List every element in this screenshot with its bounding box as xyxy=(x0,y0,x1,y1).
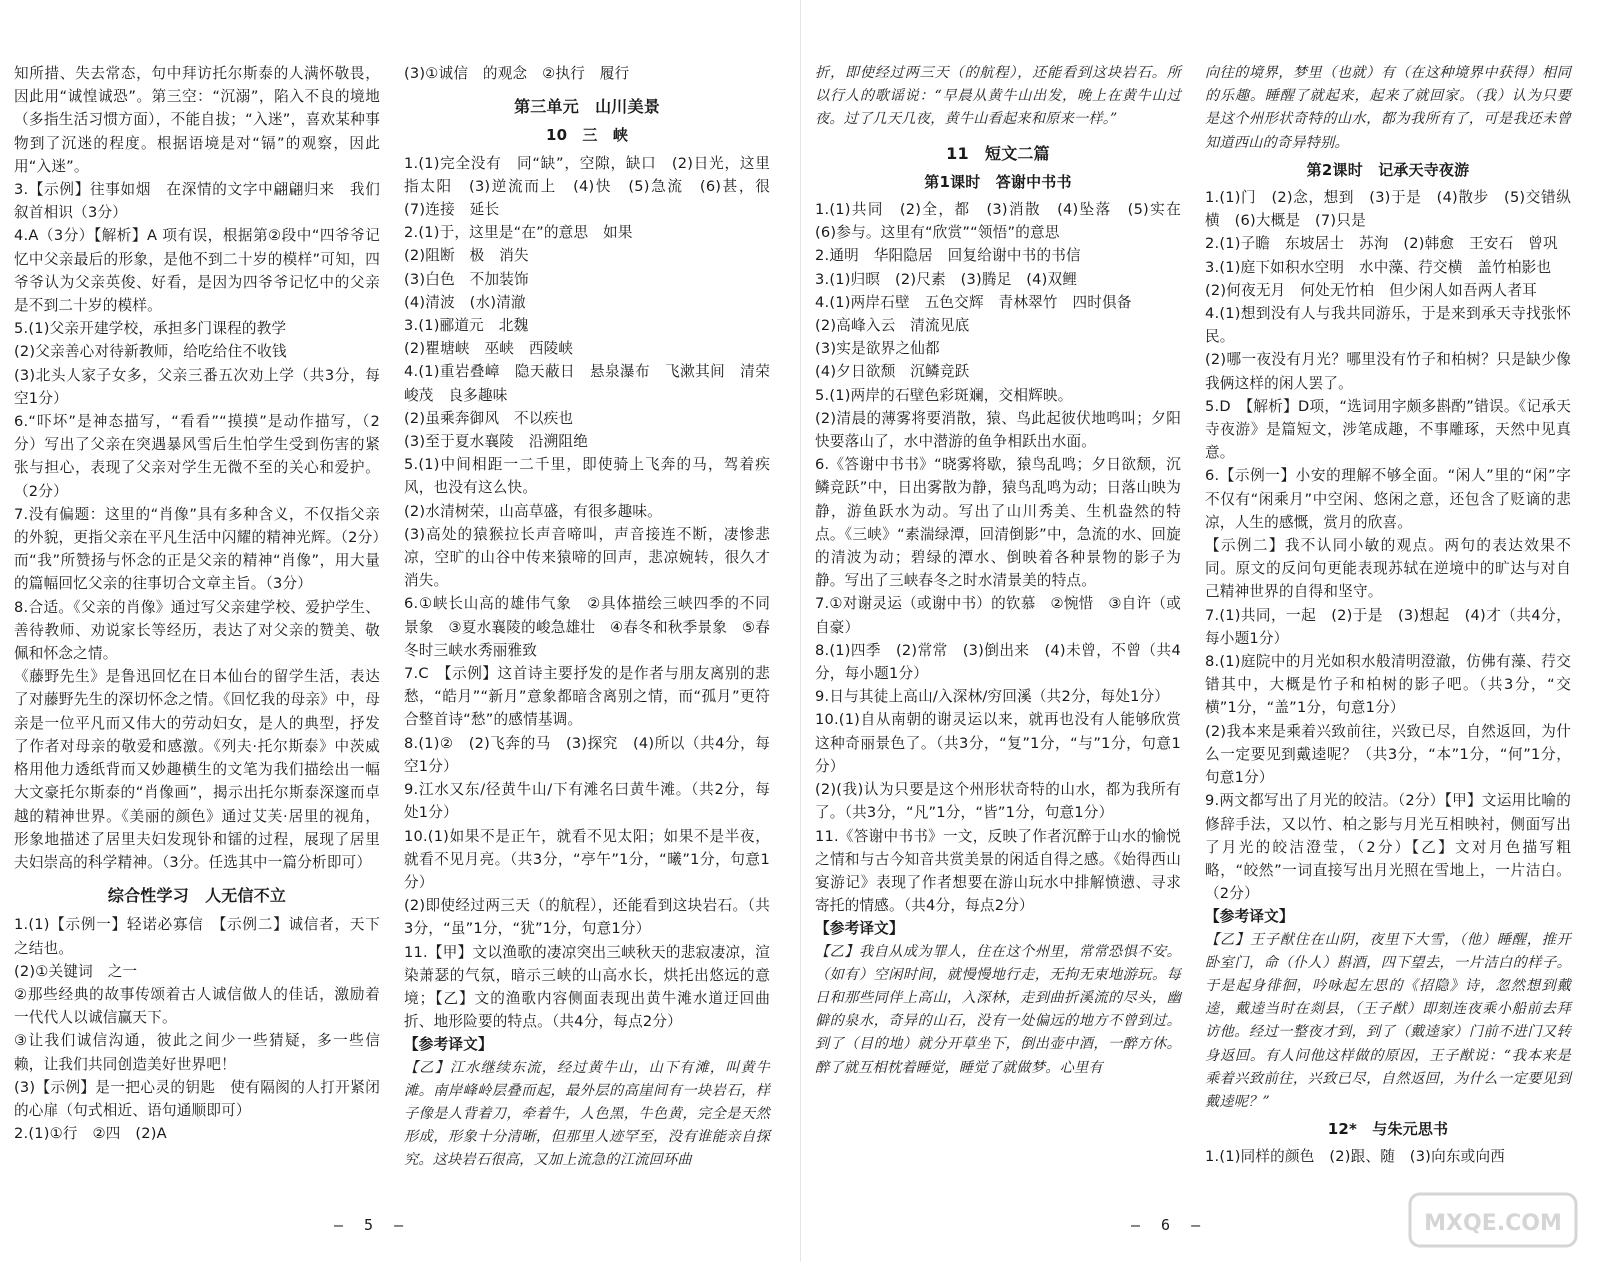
answer-line: (2)清晨的薄雾将要消散，猿、鸟此起彼伏地鸣叫；夕阳快要落山了，水中潜游的鱼争相跃出水面。 xyxy=(815,409,1181,451)
answer-line: 5.D 【解析】D项，“选词用字颇多斟酌”错误。《记承天寺夜游》是篇短文，涉笔成趣，不事雕琢，天然中见真意。 xyxy=(1205,397,1571,462)
translation-text: 向往的境界，梦里（也就）有（在这种境界中获得）相同的乐趣。睡醒了就起来，起来了就回家。（我）认为只要是这个州形状奇特的山水，都为我所有了，可是我还未曾知道西山的奇异特别。 xyxy=(1205,65,1571,151)
answer-line: 11.《答谢中书书》一文，反映了作者沉醉于山水的愉悦之情和与古今知音共赏美景的闲适自得之感。《始得西山宴游记》表现了作者想要在游山玩水中排解愤懑、寻求寄托的情感。（共4分，每点2分） xyxy=(815,827,1181,915)
answer-line: 9.日与其徒上高山/入深林/穷回溪（共2分，每处1分） xyxy=(815,688,1170,706)
page-left xyxy=(0,0,800,1262)
answer-line: ③让我们诚信沟通，彼此之间少一些猜疑，多一些信赖，让我们共同创造美好世界吧！ xyxy=(14,1032,380,1073)
page-number: – 5 – xyxy=(334,1216,410,1234)
answer-line: (3)高处的猿猴拉长声音啼叫，声音接连不断，凄惨悲凉，空旷的山谷中传来猿啼的回声，悲凉婉转，很久才消失。 xyxy=(404,525,770,590)
answer-line: (2)即使经过两三天（的航程），还能看到这块岩石。（共3分，“虽”1分，“犹”1分，句意1分） xyxy=(404,897,770,938)
answer-line: (3)北头人家子女多，父亲三番五次劝上学（共3分，每空1分） xyxy=(14,366,380,407)
answer-line: 5.(1)父亲开建学校，承担多门课程的教学 xyxy=(14,320,287,338)
lesson-heading: 第2课时 记承天寺夜游 xyxy=(1306,160,1470,179)
answer-line: 1.(1)共同 (2)全，都 (3)消散 (4)坠落 (5)实在 (6)参与。这里有“欣赏”“领悟”的意思 xyxy=(815,201,1196,242)
page-right-column-1 xyxy=(815,62,1196,1192)
answer-line: 6.①峡长山高的雄伟气象 ②具体描绘三峡四季的不同景象 ③夏水襄陵的峻急雄壮 ④春冬和秋季景象 ⑤春冬时三峡水秀丽雅致 xyxy=(404,595,770,659)
answer-line: (2)哪一夜没有月光？哪里没有竹子和柏树？只是缺少像我俩这样的闲人罢了。 xyxy=(1205,351,1571,392)
answer-line: 3.(1)归暝 (2)尺素 (3)腾足 (4)双鲤 xyxy=(815,270,1078,288)
page-right xyxy=(800,0,1601,1262)
answer-line: 7.(1)共同，一起 (2)于是 (3)想起 (4)才（共4分，每小题1分） xyxy=(1205,606,1571,647)
answer-line: 4.(1)重岩叠嶂 隐天蔽日 悬泉瀑布 飞漱其间 清荣峻茂 良多趣味 xyxy=(404,363,770,404)
answer-line: (2)我本来是乘着兴致前往，兴致已尽，自然返回，为什么一定要见到戴逵呢？（共3分，“本”1分，“何”1分，句意1分） xyxy=(1205,722,1571,787)
answer-line: 6.“吓坏”是神态描写，“看看”“摸摸”是动作描写，（2分）写出了父亲在突遇暴风雪后生怕学生受到伤害的紧张与担心，表现了父亲对学生无微不至的关心和爱护。（2分） xyxy=(14,413,380,500)
answer-line: 5.(1)两岸的石壁色彩斑斓，交相辉映。 xyxy=(815,386,1073,404)
answer-line: 9.两文都写出了月光的皎洁。（2分）【甲】文运用比喻的修辞手法，又以竹、柏之影与月光互相映衬，侧面写出了月光的皎洁澄莹，（2分）【乙】文对月色描写粗略，“皎然”一词直接写出月光照在雪地上，一片洁白。（2分） xyxy=(1205,792,1571,903)
page-right-column-2 xyxy=(1205,62,1571,1192)
answer-line: (2)父亲善心对待新教师，给吃给住不收钱 xyxy=(14,343,287,361)
answer-line: (2)①关键词 之一 xyxy=(14,962,138,980)
answer-line: 知所措、失去常态，句中拜访托尔斯泰的人满怀敬畏，因此用“诚惶诚恐”。第三空：“沉溺”，陷入不良的境地（多指生活习惯方面），不能自拔；“入迷”，喜欢某种事物到了沉迷的程度。根据语境是对“镉”的观察，因此用“入迷”。 xyxy=(14,65,380,175)
answer-line: 2.通明 华阳隐居 回复给谢中书的书信 xyxy=(815,247,1081,265)
answer-line: 11.【甲】文以渔歌的凄凉突出三峡秋天的悲寂凄凉，渲染萧瑟的气氛，暗示三峡的山高水长，烘托出悠远的意境；【乙】文的渔歌内容侧面表现出黄牛滩水道迂回曲折、地形险要的特点。（共4分，每点2分） xyxy=(404,943,770,1031)
section-heading: 综合性学习 人无信不立 xyxy=(107,886,287,906)
answer-line: 1.(1)【示例一】轻诺必寡信 【示例二】诚信者，天下之结也。 xyxy=(14,916,380,957)
translation-text: 【乙】我自从成为罪人，住在这个州里，常常恐惧不安。（如有）空闲时间，就慢慢地行走，无拘无束地游玩。每日和那些同伴上高山，入深林，走到曲折溪流的尽头，幽僻的泉水，奇异的山石，没有一处偏远的地方不曾到过。到了（目的地）就分开草坐下，倒出壶中酒，一醉方休。醉了就互相枕着睡觉，睡觉了就做梦。心里有 xyxy=(815,943,1181,1076)
watermark-logo xyxy=(1408,1190,1578,1250)
answer-line: 3.(1)郦道元 北魏 xyxy=(404,317,529,335)
answer-line: (3)【示例】是一把心灵的钥匙 使有隔阂的人打开紧闭的心扉（句式相近、语句通顺即可） xyxy=(14,1078,380,1119)
answer-line: 7.①对谢灵运（或谢中书）的钦慕 ②惋惜 ③自许（或自豪） xyxy=(815,595,1181,636)
answer-line: (2)水清树荣，山高草盛，有很多趣味。 xyxy=(404,502,662,520)
translation-text: 折，即使经过两三天（的航程），还能看到这块岩石。所以行人的歌谣说：“早晨从黄牛山出发，晚上在黄牛山过夜。过了几天几夜，黄牛山看起来和原来一样。” xyxy=(815,65,1181,128)
answer-line: (4)清波 (水)清澈 xyxy=(404,293,526,311)
answer-line: 8.(1)庭院中的月光如积水般清明澄澈，仿佛有藻、荇交错其中，大概是竹子和柏树的影子吧。（共3分，“交横”1分，“盖”1分，句意1分） xyxy=(1205,653,1571,717)
reference-translation-label: 【参考译文】 xyxy=(404,1036,493,1054)
answer-line: 3.(1)庭下如积水空明 水中藻、荇交横 盖竹柏影也 xyxy=(1205,258,1552,276)
answer-line: 9.江水又东/径黄牛山/下有滩名曰黄牛滩。（共2分，每处1分） xyxy=(404,781,770,822)
translation-text: 【乙】江水继续东流，经过黄牛山，山下有滩，叫黄牛滩。南岸峰岭层叠而起，最外层的高崖间有一块岩石，样子像是人背着刀，牵着牛，人色黑，牛色黄，完全是天然形成，形象十分清晰，但那里人迹罕至，没有谁能亲自探究。这块岩石很高，又加上流急的江流回环曲 xyxy=(404,1059,770,1169)
translation-text: 【乙】王子猷住在山阴，夜里下大雪，（他）睡醒，推开卧室门，命（仆人）斟酒，四下望去，一片洁白的样子。于是起身徘徊，吟咏起左思的《招隐》诗，忽然想到戴逵，戴逵当时在剡县，（王子猷）即刻连夜乘小船前去拜访他。经过一整夜才到，到了（戴逵家）门前不进门又转身返回。有人问他这样做的原因，王子猷说：“我本来是乘着兴致前往，兴致已尽，自然返回，为什么一定要见到戴逵呢？” xyxy=(1205,931,1571,1110)
answer-line: 6.《答谢中书书》“晓雾将歇，猿鸟乱鸣；夕日欲颓，沉鳞竞跃”中，日出雾散为静，猿鸟乱鸣为动；日落山映为静，游鱼跃水为动。写出了山川秀美、生机盎然的特点。《三峡》“素湍绿潭，回清倒影”中，急流的水、回旋的清波为动；碧绿的潭水、倒映着各种景物的影子为静。写出了三峡春冬之时水清景美的特点。 xyxy=(815,456,1181,590)
answer-line: 3.【示例】往事如烟 在深情的文字中翩翩归来 我们叙首相识（3分） xyxy=(14,181,380,222)
answer-line: 1.(1)同样的颜色 (2)跟、随 (3)向东或向西 xyxy=(1205,1148,1506,1166)
answer-line: 8.(1)四季 (2)常常 (3)倒出来 (4)未曾，不曾（共4分，每小题1分） xyxy=(815,641,1181,683)
answer-line: (3)①诚信 的观念 ②执行 履行 xyxy=(404,65,630,82)
answer-line: (4)夕日欲颓 沉鳞竞跃 xyxy=(815,363,970,381)
answer-line: 8.(1)② (2)飞奔的马 (3)探究 (4)所以（共4分，每空1分） xyxy=(404,734,770,775)
answer-line: (2)瞿塘峡 巫峡 西陵峡 xyxy=(404,340,574,358)
section-heading: 11 短文二篇 xyxy=(946,143,1050,163)
answer-line: (2)何夜无月 何处无竹柏 但少闲人如吾两人者耳 xyxy=(1205,281,1537,299)
answer-line: 2.(1)子瞻 东坡居士 苏洵 (2)韩愈 王安石 曾巩 xyxy=(1205,235,1558,253)
watermark-text: MXQE.COM xyxy=(1424,1211,1562,1236)
answer-line: 4.(1)想到没有人与我共同游乐，于是来到承天寺找张怀民。 xyxy=(1205,305,1571,346)
lesson-heading: 第1课时 答谢中书书 xyxy=(924,172,1072,191)
answer-line: (2)高峰入云 清流见底 xyxy=(815,317,970,335)
page-left-column-1 xyxy=(14,62,380,1192)
answer-line: (2)虽乘奔御风 不以疾也 xyxy=(404,409,574,427)
answer-line: 4.(1)两岸石壁 五色交辉 青林翠竹 四时俱备 xyxy=(815,293,1132,311)
watermark-stamp-icon xyxy=(1408,1190,1578,1250)
answer-line: 4.A（3分）【解析】A 项有误，根据第②段中“四爷爷记忆中父亲最后的形象，是他不到二十岁的模样”可知，四爷爷认为父亲英俊、好看，是因为四爷爷记忆中的父亲是不到二十岁的模样。 xyxy=(14,227,380,315)
answer-line: 【示例二】我不认同小敏的观点。两句的表达效果不同。原文的反问句更能表现苏轼在逆境中的旷达与对自己精神世界的自得和坚守。 xyxy=(1205,537,1571,601)
answer-line: 1.(1)完全没有 同“缺”，空隙，缺口 (2)日光，这里指太阳 (3)逆流而上 (4)快 (5)急流 (6)甚，很 (7)连接 延长 xyxy=(404,154,785,219)
answer-line: 6.【示例一】小安的理解不够全面。“闲人”里的“闲”字不仅有“闲乘月”中空闲、悠闲之意，还包含了贬谪的悲凉，人生的感慨，赏月的欣喜。 xyxy=(1205,467,1571,531)
answer-line: 10.(1)如果不是正午，就看不见太阳；如果不是半夜，就看不见月亮。（共3分，“亭午”1分，“曦”1分，句意1分） xyxy=(404,827,770,891)
answer-line: (3)白色 不加装饰 xyxy=(404,270,529,288)
answer-line: (2)阻断 极 消失 xyxy=(404,247,529,265)
answer-paragraph: 《藤野先生》是鲁迅回忆在日本仙台的留学生活，表达了对藤野先生的深切怀念之情。《回忆我的母亲》中，母亲是一位平凡而又伟大的劳动妇女，是人的典型，抒发了作者对母亲的敬爱和感激。《列夫·托尔斯泰》中茨威格用他力透纸背而又妙趣横生的文笔为我们描绘出一幅大文豪托尔斯泰的“肖像画”，揭示出托尔斯泰深邃而卓越的精神世界。《美丽的颜色》通过艾芙·居里的视角，形象地描述了居里夫妇发现钋和镭的过程，展现了居里夫妇崇高的科学精神。（3分。任选其中一篇分析即可） xyxy=(14,668,380,871)
answer-line: 2.(1)①行 ②四 (2)A xyxy=(14,1125,167,1143)
answer-line: 2.(1)于，这里是“在”的意思 如果 xyxy=(404,224,633,242)
answer-line: 8.合适。《父亲的肖像》通过写父亲建学校、爱护学生、善待教师、劝说家长等经历，表达了对父亲的赞美、敬佩和怀念之情。 xyxy=(14,598,380,663)
answer-line: 10.(1)自从南朝的谢灵运以来，就再也没有人能够欣赏这种奇丽景色了。（共3分，“复”1分，“与”1分，句意1分） xyxy=(815,711,1181,775)
answer-line: 7.没有偏题：这里的“肖像”具有多种含义，不仅指父亲的外貌，更指父亲在平凡生活中闪耀的精神光辉。（2分）而“我”所赞扬与怀念的正是父亲的精神“肖像”，用大量的篇幅回忆父亲的往事切合文章主旨。（3分） xyxy=(14,505,380,593)
answer-line: ②那些经典的故事传颂着古人诚信做人的佳话，激励着一代代人以诚信赢天下。 xyxy=(14,985,380,1027)
answer-line: 7.C 【示例】这首诗主要抒发的是作者与朋友离别的悲愁，“皓月”“新月”意象都暗含离别之情，而“孤月”更符合整首诗“愁”的感情基调。 xyxy=(404,665,770,729)
page-left-column-2 xyxy=(404,62,785,1192)
answer-line: (3)实是欲界之仙都 xyxy=(815,340,940,358)
page-number: – 6 – xyxy=(1131,1216,1207,1234)
reference-translation-label: 【参考译文】 xyxy=(815,920,904,938)
lesson-heading: 12* 与朱元思书 xyxy=(1327,1120,1449,1139)
reference-translation-label: 【参考译文】 xyxy=(1205,908,1294,926)
section-heading: 第三单元 山川美景 xyxy=(514,97,660,117)
answer-line: (3)至于夏水襄陵 沿溯阻绝 xyxy=(404,433,589,451)
answer-line: 5.(1)中间相距一二千里，即使骑上飞奔的马，驾着疾风，也没有这么快。 xyxy=(404,456,770,497)
lesson-heading: 10 三 峡 xyxy=(545,126,629,145)
answer-line: (2)(我)认为只要是这个州形状奇特的山水，都为我所有了。（共3分，“凡”1分，“皆”1分，句意1分） xyxy=(815,781,1181,822)
answer-line: 1.(1)门 (2)念，想到 (3)于是 (4)散步 (5)交错纵横 (6)大概是 (7)只是 xyxy=(1205,189,1571,230)
